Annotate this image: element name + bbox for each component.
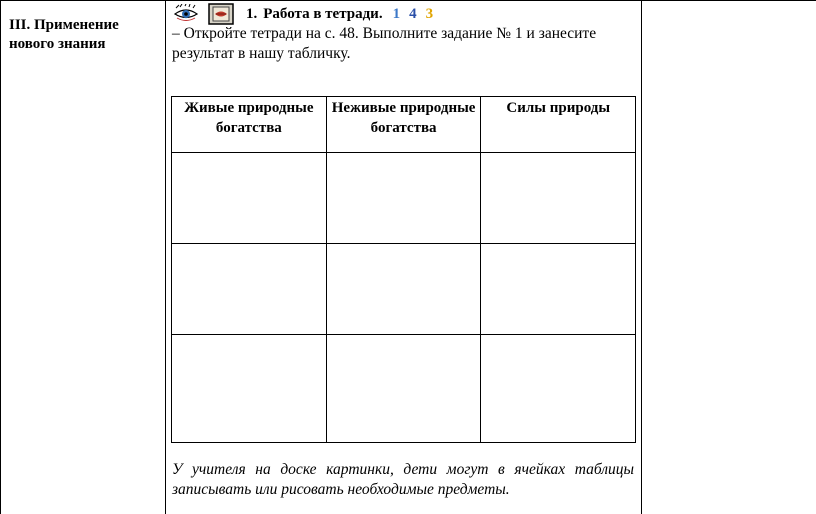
page-numbers: [393, 6, 434, 23]
page-number-3: 3: [425, 5, 434, 22]
stage-title: III. Применение нового знания: [9, 17, 119, 52]
table-row: [172, 335, 636, 443]
table-cell[interactable]: [172, 153, 327, 244]
teacher-note: У учителя на доске картинки, дети могут в ячейках таблицы записывать или рисовать необходимые предметы.: [172, 461, 634, 498]
task-header: [174, 2, 433, 26]
task-instruction: – Откройте тетради на с. 48. Выполните задание № 1 и занесите результат в нашу табличку.: [172, 25, 597, 62]
page-number-4: 4: [409, 5, 417, 22]
table-cell[interactable]: [326, 153, 481, 244]
header-living-resources: Живые природные богатства: [172, 97, 327, 153]
left-border: [0, 0, 1, 514]
table-cell[interactable]: [172, 335, 327, 443]
top-border: [0, 0, 816, 1]
notebook-icon: [208, 3, 234, 25]
table-row: [172, 153, 636, 244]
table-cell[interactable]: [326, 244, 481, 335]
task-title: Работа в тетради.: [263, 5, 383, 22]
table-cell[interactable]: [481, 335, 636, 443]
table-cell[interactable]: [481, 244, 636, 335]
header-nonliving-resources: Неживые природные богатства: [326, 97, 481, 153]
task-number: 1.: [246, 5, 258, 22]
column-divider-right: [641, 0, 642, 514]
table-cell[interactable]: [172, 244, 327, 335]
resources-table: [171, 96, 636, 443]
page-number-1: 1: [392, 5, 401, 22]
header-natural-forces: Силы природы: [481, 97, 636, 153]
column-divider-left: [165, 0, 166, 514]
table-cell[interactable]: [481, 153, 636, 244]
table-header-row: [172, 97, 636, 153]
table-cell[interactable]: [326, 335, 481, 443]
eye-icon: [174, 4, 198, 24]
table-row: [172, 244, 636, 335]
